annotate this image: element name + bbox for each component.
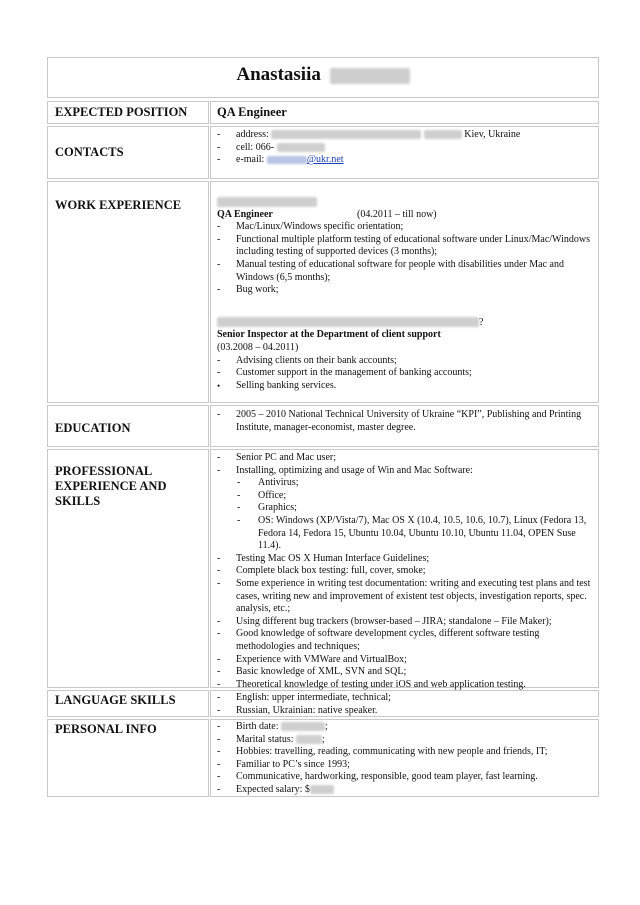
list-item: - Bug work; xyxy=(211,284,598,297)
contact-cell: - cell: 066- xyxy=(211,142,598,155)
list-item: - Antivirus; xyxy=(211,477,598,490)
job2-duties xyxy=(211,355,598,393)
job1-duties xyxy=(211,221,598,297)
contacts-content-cell xyxy=(210,126,599,179)
list-item: - Hobbies: travelling, reading, communicating with new people and friends, IT; xyxy=(211,746,598,759)
skills-label: PROFESSIONAL EXPERIENCE AND SKILLS xyxy=(55,464,167,508)
list-item: - Graphics; xyxy=(211,502,598,515)
list-item: - English: upper intermediate, technical; xyxy=(211,692,598,705)
list-item: • Selling banking services. xyxy=(211,380,598,393)
name-header xyxy=(47,57,599,98)
job2-period: (03.2008 – 04.2011) xyxy=(217,341,299,353)
contact-address: - address: Kiev, Ukraine xyxy=(211,129,598,142)
expected-position-value: QA Engineer xyxy=(217,105,287,119)
list-item: - Using different bug trackers (browser-based – JIRA; standalone – File Maker); xyxy=(211,616,598,629)
skills-list xyxy=(211,452,598,691)
personal-info-label: PERSONAL INFO xyxy=(55,722,157,736)
work-content-cell xyxy=(210,181,599,403)
list-item: - Senior PC and Mac user; xyxy=(211,452,598,465)
personal-content-cell xyxy=(210,719,599,797)
first-name: Anastasiia xyxy=(236,64,321,85)
job1-header: QA Engineer (04.2011 – till now) xyxy=(217,208,437,220)
redacted-birth-date xyxy=(281,722,325,731)
list-item: - Familiar to PC’s since 1993; xyxy=(211,759,598,772)
redacted-salary xyxy=(310,785,334,794)
contacts-label-cell xyxy=(47,126,209,179)
redacted-surname xyxy=(330,68,410,84)
skills-label-cell xyxy=(47,449,209,688)
expected-position-label-cell xyxy=(47,101,209,124)
marital-status: - Marital status: ; xyxy=(211,734,598,747)
expected-position-label: EXPECTED POSITION xyxy=(55,105,188,119)
list-item: - Installing, optimizing and usage of Win and Mac Software: xyxy=(211,465,598,478)
list-item: - Complete black box testing: full, cover, smoke; xyxy=(211,565,598,578)
redacted-address-2 xyxy=(424,130,462,139)
list-item: - OS: Windows (XP/Vista/7), Mac OS X (10.4, 10.5, 10.6, 10.7), Linux (Fedora 13, Fedora 14, Fedora 15, Ubuntu 10.04, Ubuntu 10.10, Ubuntu 11.04, OPEN Suse 11.4). xyxy=(211,515,598,553)
list-item: - Experience with VMWare and VirtualBox; xyxy=(211,654,598,667)
list-item: - Good knowledge of software development cycles, different software testing methodologies and techniques; xyxy=(211,628,598,653)
list-item: - Basic knowledge of XML, SVN and SQL; xyxy=(211,666,598,679)
email-link[interactable]: @ukr.net xyxy=(267,154,344,165)
expected-position-value-cell xyxy=(210,101,599,124)
list-item: - Manual testing of educational software for people with disabilities under Mac and Windows (6,5 months); xyxy=(211,259,598,284)
contacts-label: CONTACTS xyxy=(55,145,124,159)
list-item: - Russian, Ukrainian: native speaker. xyxy=(211,705,598,718)
redacted-address xyxy=(271,130,421,139)
job1-company xyxy=(211,196,598,209)
redacted-email-user xyxy=(267,156,307,164)
personal-label-cell xyxy=(47,719,209,797)
work-label-cell xyxy=(47,181,209,403)
job2-role: Senior Inspector at the Department of client support xyxy=(217,329,441,341)
list-item: - Mac/Linux/Windows specific orientation; xyxy=(211,221,598,234)
list-item: - Testing Mac OS X Human Interface Guidelines; xyxy=(211,553,598,566)
redacted-company-1 xyxy=(217,197,317,207)
list-item: - 2005 – 2010 National Technical University of Ukraine “KPI”, Publishing and Printing Institute, manager-economist, master degree. xyxy=(211,409,598,434)
education-content-cell xyxy=(210,405,599,447)
expected-salary: - Expected salary: $ xyxy=(211,784,598,797)
language-label-cell xyxy=(47,690,209,717)
redacted-company-2 xyxy=(217,317,479,327)
birth-date: - Birth date: ; xyxy=(211,721,598,734)
redacted-marital xyxy=(296,735,322,744)
list-item: - Theoretical knowledge of testing under iOS and web application testing. xyxy=(211,679,598,692)
work-experience-label: WORK EXPERIENCE xyxy=(55,198,182,212)
job2-company: ? xyxy=(211,317,598,330)
language-content-cell xyxy=(210,690,599,717)
list-item: - Customer support in the management of banking accounts; xyxy=(211,367,598,380)
list-item: - Some experience in writing test documentation: writing and executing test plans and test cases, writing new and improvement of existent test objects, investigation reports, spec. analysis, etc.; xyxy=(211,578,598,616)
skills-content-cell xyxy=(210,449,599,688)
language-skills-label: LANGUAGE SKILLS xyxy=(55,693,176,707)
contact-email: - e-mail: @ukr.net xyxy=(211,154,598,167)
redacted-phone xyxy=(277,143,325,152)
list-item: - Office; xyxy=(211,490,598,503)
list-item: - Communicative, hardworking, responsible, good team player, fast learning. xyxy=(211,771,598,784)
list-item: - Advising clients on their bank accounts; xyxy=(211,355,598,368)
education-label-cell xyxy=(47,405,209,447)
candidate-name xyxy=(48,64,598,86)
list-item: - Functional multiple platform testing of educational software under Linux/Mac/Windows including testing of supported devices (3 months); xyxy=(211,234,598,259)
education-label: EDUCATION xyxy=(55,421,131,435)
